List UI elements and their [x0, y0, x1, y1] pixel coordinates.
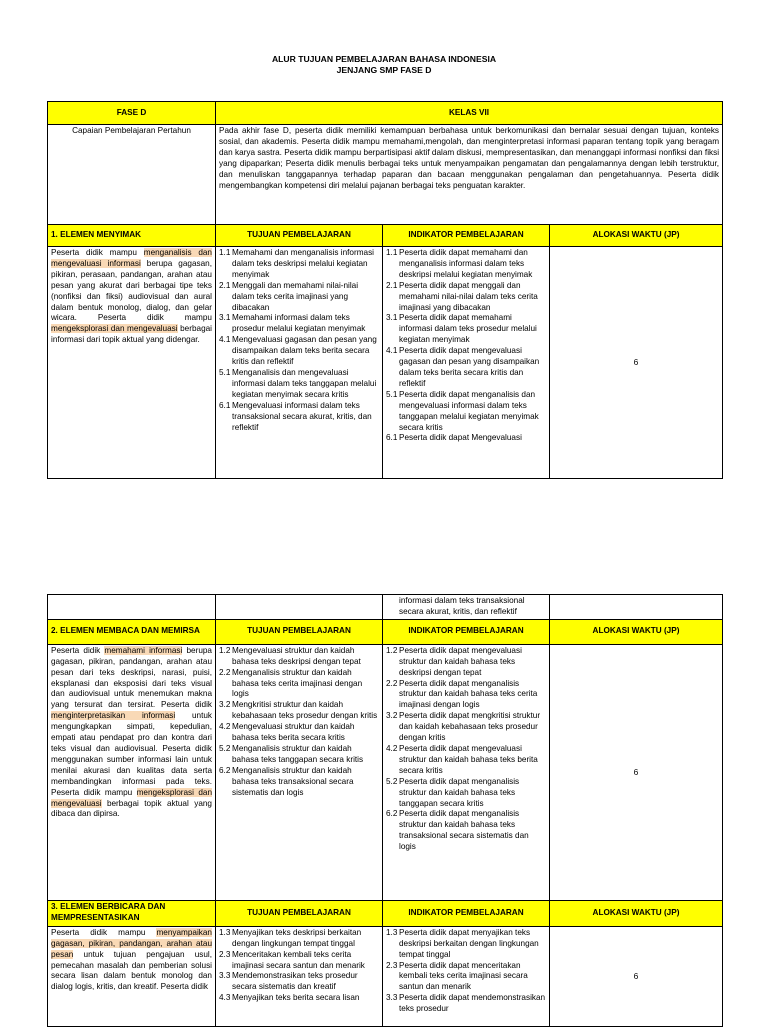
list-item: [219, 401, 379, 434]
item-text: Peserta didik dapat menceritakan kembali teks cerita imajinasi secara santun dan menarik: [399, 960, 528, 992]
item-number: 2.2: [386, 678, 398, 688]
item-text: Peserta didik dapat mengkritisi struktur dan kaidah kebahasaan teks prosedur dengan kritis: [399, 711, 541, 743]
item-number: 3.2: [386, 711, 398, 721]
kelas-header: KELAS VII: [216, 102, 723, 125]
item-text: Peserta didik dapat menganalisis struktur dan kaidah bahasa teks transaksional secara sistematis dan logis: [399, 809, 529, 852]
item-number: 5.1: [386, 389, 398, 399]
continuation-text: informasi dalam teks transaksional secara akurat, kritis, dan reflektif: [383, 595, 550, 620]
item-text: Memahami dan menganalisis informasi dalam teks deskripsi melalui kegiatan menyimak: [232, 248, 374, 279]
list-item: [219, 766, 379, 799]
list-item: [219, 668, 379, 701]
item-number: 1.1: [219, 248, 231, 257]
indikator-header-2: INDIKATOR PEMBELAJARAN: [383, 619, 550, 644]
alokasi-header: ALOKASI WAKTU (JP): [550, 225, 723, 247]
section-1-alokasi: 6: [550, 247, 723, 479]
item-text: Menganalisis struktur dan kaidah bahasa teks cerita imajinasi dengan logis: [232, 667, 363, 699]
list-item: [219, 744, 379, 766]
continuation-empty-2: [216, 595, 383, 620]
item-text: Menganalisis struktur dan kaidah bahasa teks transaksional secara sistematis dan logis: [232, 765, 354, 797]
item-text: Mengevaluasi struktur dan kaidah bahasa teks berita secara kritis: [232, 722, 355, 743]
section-1-description: [48, 247, 216, 479]
item-text: Peserta didik dapat mengevaluasi struktur dan kaidah bahasa teks berita secara kritis: [399, 743, 538, 775]
section-2-tujuan-list: [216, 644, 383, 900]
section-2-alokasi: 6: [550, 644, 723, 900]
item-text: Peserta didik dapat memahami dan menganalisis informasi dalam teks deskripsi melalui kegiatan menyimak: [399, 248, 533, 279]
tujuan-header: TUJUAN PEMBELAJARAN: [216, 225, 383, 247]
item-text: Mengevaluasi struktur dan kaidah bahasa teks deskripsi dengan tepat: [232, 645, 361, 666]
capaian-label: Capaian Pembelajaran Pertahun: [48, 125, 216, 225]
list-item: [219, 700, 379, 722]
item-number: 2.2: [219, 667, 231, 677]
section-3-alokasi: 6: [550, 926, 723, 1026]
list-item: [386, 390, 546, 434]
item-number: 6.1: [386, 433, 398, 443]
highlighted-text: menyampaikan gagasan, pikiran, pandangan, arahan atau pesan: [51, 927, 212, 959]
title-line-2: JENJANG SMP FASE D: [336, 65, 432, 75]
item-text: Mengevaluasi informasi dalam teks transaksional secara akurat, kritis, dan reflektif: [232, 400, 372, 432]
item-number: 2.3: [386, 960, 398, 970]
section-2-title: 2. ELEMEN MEMBACA DAN MEMIRSA: [48, 619, 216, 644]
item-text: Peserta didik dapat menganalisis struktur dan kaidah bahasa teks tanggapan secara kritis: [399, 776, 520, 808]
item-number: 1.1: [386, 248, 398, 257]
highlighted-text: mengeksplorasi dan mengevaluasi: [51, 787, 213, 808]
item-text: Peserta didik dapat mendemonstrasikan teks prosedur: [399, 993, 546, 1014]
item-number: 6.2: [219, 765, 231, 775]
item-number: 3.1: [219, 313, 231, 323]
highlighted-text: memahami informasi: [104, 645, 183, 655]
section-3-tujuan-list: [216, 926, 383, 1026]
section-1-title: 1. ELEMEN MENYIMAK: [48, 225, 216, 247]
item-number: 6.2: [386, 809, 398, 819]
indikator-header: INDIKATOR PEMBELAJARAN: [383, 225, 550, 247]
item-text: Mengkritisi struktur dan kaidah kebahasaan teks prosedur dengan kritis: [232, 700, 378, 721]
list-item: [219, 335, 379, 368]
section-1-tujuan-list: [216, 247, 383, 479]
item-number: 4.3: [219, 993, 231, 1003]
list-item: [386, 679, 546, 712]
list-item: [386, 744, 546, 777]
learning-table-page-1: [47, 101, 723, 479]
item-number: 1.2: [219, 645, 231, 655]
item-number: 1.3: [386, 927, 398, 937]
item-number: 2.3: [219, 949, 231, 959]
item-number: 2.1: [219, 280, 231, 290]
item-number: 4.2: [219, 722, 231, 732]
description-text: berbagai topik aktual yang dibaca dan dipirsa.: [51, 798, 212, 819]
item-text: Menggali dan memahami nilai-nilai dalam teks cerita imajinasi yang dibacakan: [232, 280, 359, 312]
description-text: berupa gagasan, pikiran, pandangan, arahan atau pesan dari teks deskripsi, narasi, puisi, eksplanasi dan eksposisi dari teks visual dan audiovisual untuk menemukan makna yang tersurat dan tersirat. Peserta didik: [51, 645, 212, 710]
section-2-indikator-list: [383, 644, 550, 900]
list-item: [386, 928, 546, 961]
list-item: [219, 646, 379, 668]
list-item: [219, 950, 379, 972]
fase-header: FASE D: [48, 102, 216, 125]
item-number: 3.3: [219, 971, 231, 981]
item-number: 6.1: [219, 400, 231, 410]
description-text: berupa gagasan, pikiran, perasaan, pandangan, arahan atau pesan yang akurat dari berbagai tipe teks (nonfiksi dan fiksi) audiovisual dan aural dalam bentuk monolog, dialog, dan gelar wicara. Peserta didik mampu: [51, 258, 212, 323]
document-title: [0, 54, 768, 76]
list-item: [386, 313, 546, 346]
item-text: Peserta didik dapat mengevaluasi struktur dan kaidah bahasa teks deskripsi dengan tepat: [399, 645, 522, 677]
list-item: [219, 313, 379, 335]
alokasi-header-2: ALOKASI WAKTU (JP): [550, 619, 723, 644]
highlighted-text: menginterpretasikan informasi: [51, 711, 176, 721]
continuation-empty-3: [550, 595, 723, 620]
item-number: 5.1: [219, 367, 231, 377]
learning-table-page-2: [47, 594, 723, 1027]
alokasi-header-3: ALOKASI WAKTU (JP): [550, 900, 723, 926]
item-number: 5.2: [386, 776, 398, 786]
item-text: Peserta didik dapat menggali dan memahami nilai-nilai dalam teks cerita imajinasi yang dibacakan: [399, 280, 538, 312]
list-item: [386, 433, 546, 444]
item-text: Menceritakan kembali teks cerita imajinasi secara santun dan menarik: [232, 949, 365, 970]
tujuan-header-3: TUJUAN PEMBELAJARAN: [216, 900, 383, 926]
item-number: 4.1: [219, 335, 231, 345]
item-text: Mengevaluasi gagasan dan pesan yang disampaikan dalam teks berita secara kritis dan reflektif: [232, 335, 377, 367]
description-text: Peserta didik mampu: [51, 248, 144, 257]
list-item: [386, 961, 546, 994]
continuation-empty-1: [48, 595, 216, 620]
item-number: 4.1: [386, 346, 398, 356]
item-text: Peserta didik dapat menganalisis dan mengevaluasi informasi dalam teks tanggapan melalui kegiatan menyimak secara kritis: [399, 389, 539, 432]
item-text: Peserta didik dapat mengevaluasi gagasan dan pesan yang disampaikan dalam teks berita secara kritis dan reflektif: [399, 346, 540, 388]
list-item: [386, 711, 546, 744]
list-item: [219, 722, 379, 744]
list-item: [219, 248, 379, 281]
item-text: Menyajikan teks berita secara lisan: [232, 993, 360, 1003]
list-item: [219, 928, 379, 950]
list-item: [386, 281, 546, 314]
item-text: Peserta didik dapat menyajikan teks deskripsi berkaitan dengan lingkungan tempat tinggal: [399, 927, 539, 959]
capaian-text: Pada akhir fase D, peserta didik memiliki kemampuan berbahasa untuk berkomunikasi dan bernalar sesuai dengan tujuan, konteks sosial, dan akademis. Peserta didik mampu memahami,mengolah, dan menginterpretasi informasi paparan tentang topik yang beragam dan karya sastra. Peserta didik mampu berpartisipasi aktif dalam diskusi, mempresentasikan, dan menanggapi informasi nonfiksi dan fiksi yang dipaparkan; Peserta didik menulis berbagai teks untuk menyampaikan pengamatan dan pengalamannya dengan lebih terstruktur, dan menuliskan tanggapannya terhadap paparan dan bacaan menggunakan pengalaman dan pengetahuannya. Peserta didik mengembangkan kompetensi diri melalui pajanan berbagai teks penguatan karakter.: [216, 125, 723, 225]
section-1-indikator-list: [383, 247, 550, 479]
item-number: 1.3: [219, 927, 231, 937]
list-item: [386, 809, 546, 853]
highlighted-text: mengeksplorasi dan mengevaluasi: [51, 324, 178, 334]
section-3-indikator-list: [383, 926, 550, 1026]
item-text: Peserta didik dapat menganalisis struktur dan kaidah bahasa teks cerita imajinasi dengan logis: [399, 678, 538, 710]
list-item: [219, 368, 379, 401]
item-text: Menganalisis struktur dan kaidah bahasa teks tanggapan secara kritis: [232, 743, 364, 764]
description-text: untuk mengungkapkan simpati, kepedulian, empati atau pendapat pro dan kontra dari teks visual dan audiovisual. Peserta didik menggunakan sumber informasi lain untuk menilai akurasi dan kualitas data serta membandingkan informasi pada teks. Peserta didik mampu: [51, 711, 212, 797]
description-text: berbagai informasi dari topik aktual yang didengar.: [51, 324, 212, 345]
item-text: Menyajikan teks deskripsi berkaitan dengan lingkungan tempat tinggal: [232, 927, 362, 948]
item-number: 3.1: [386, 313, 398, 323]
item-number: 5.2: [219, 743, 231, 753]
item-number: 2.1: [386, 280, 398, 290]
list-item: [219, 993, 379, 1004]
list-item: [386, 248, 546, 281]
list-item: [219, 971, 379, 993]
list-item: [219, 281, 379, 314]
section-2-description: [48, 644, 216, 900]
item-text: Peserta didik dapat Mengevaluasi: [399, 433, 522, 443]
tujuan-header-2: TUJUAN PEMBELAJARAN: [216, 619, 383, 644]
description-text: untuk tujuan pengajuan usul, pemecahan masalah dan pemberian solusi secara lisan dalam bentuk monolog dan dialog logis, kritis, dan kreatif. Peserta didik: [51, 949, 212, 992]
indikator-header-3: INDIKATOR PEMBELAJARAN: [383, 900, 550, 926]
section-3-title: 3. ELEMEN BERBICARA DAN MEMPRESENTASIKAN: [48, 900, 216, 926]
highlighted-text: menganalisis dan mengevaluasi informasi: [51, 248, 212, 268]
list-item: [386, 646, 546, 679]
item-number: 1.2: [386, 645, 398, 655]
description-text: Peserta didik mampu: [51, 927, 157, 937]
description-text: Peserta didik: [51, 645, 105, 655]
item-text: Menganalisis dan mengevaluasi informasi dalam teks tanggapan melalui kegiatan menyimak secara kritis: [232, 367, 377, 399]
list-item: [386, 346, 546, 390]
item-number: 4.2: [386, 743, 398, 753]
item-number: 3.3: [386, 993, 398, 1003]
title-line-1: ALUR TUJUAN PEMBELAJARAN BAHASA INDONESIA: [271, 54, 497, 64]
list-item: [386, 993, 546, 1015]
item-text: Mendemonstrasikan teks prosedur secara sistematis dan kreatif: [232, 971, 358, 992]
item-number: 3.2: [219, 700, 231, 710]
list-item: [386, 777, 546, 810]
item-text: Peserta didik dapat memahami informasi dalam teks prosedur melalui kegiatan menyimak: [399, 313, 537, 345]
section-3-description: [48, 926, 216, 1026]
item-text: Memahami informasi dalam teks prosedur melalui kegiatan menyimak: [232, 313, 366, 334]
